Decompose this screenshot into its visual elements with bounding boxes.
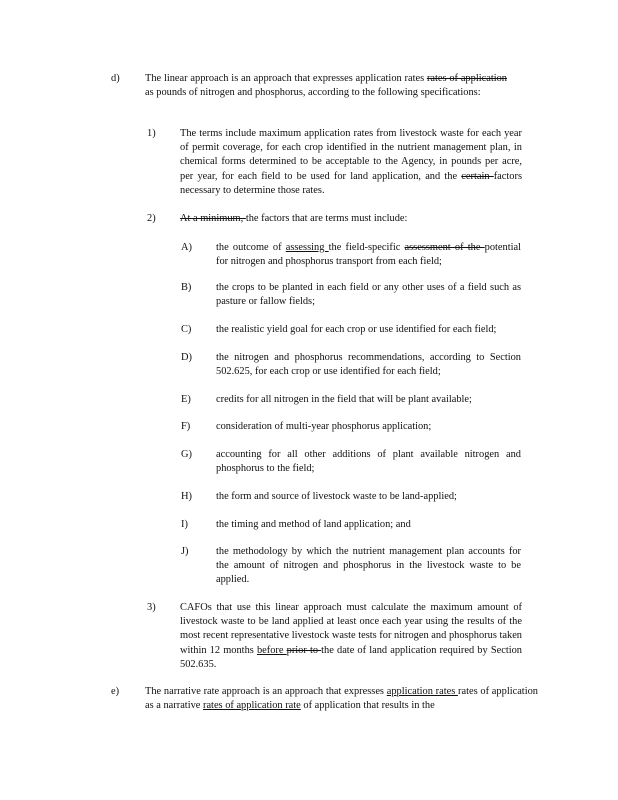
subitem-label: F): [181, 421, 191, 432]
section-label: d): [111, 73, 120, 84]
section-label: e): [111, 686, 120, 697]
subitem-text: consideration of multi-year phosphorus application;: [216, 421, 432, 432]
text-run: rates of application as a narrative: [145, 686, 538, 712]
subitem-label: H): [181, 491, 192, 502]
deleted-text: rates of application: [426, 73, 507, 84]
deleted-text: certain: [461, 170, 494, 182]
subitem-label: J): [181, 546, 189, 557]
text-run: the factors that are terms must include:: [245, 213, 408, 224]
subitem-text: the methodology by which the nutrient management plan accounts for the amount of nitrogen and phosphorus in the livestock waste to be applied.: [216, 546, 521, 586]
deleted-text: At a minimum,: [180, 213, 246, 224]
text-run: the date of land application required by Section 502.635.: [180, 644, 522, 670]
subitem-text: the realistic yield goal for each crop or use identified for each field;: [216, 324, 497, 335]
text-run: CAFOs that use this linear approach must calculate the maximum amount of livestock waste to be land applied at least once each year using the results of the most recent representative livestock waste tests for nitrogen and phosphorus taken within 12 months: [180, 602, 522, 656]
subitem-label: A): [181, 242, 192, 253]
subitem-text: credits for all nitrogen in the field that will be plant available;: [216, 394, 472, 405]
text-run: of application that results in the: [300, 700, 435, 712]
subitem-text: the crops to be planted in each field or any other uses of a field such as pasture or fallow fields;: [216, 282, 521, 308]
item-label: 2): [147, 213, 156, 224]
text-run: The linear approach is an approach that expresses application rates: [145, 73, 427, 84]
subitem-label: E): [181, 394, 191, 405]
text-run: factors necessary to determine those rates.: [180, 170, 522, 196]
text-run: potential for nitrogen and phosphorus transport from each field;: [216, 242, 521, 268]
section-text: [145, 72, 507, 100]
item-label: 1): [147, 128, 156, 139]
inserted-text: before: [256, 644, 287, 656]
subitem-label: B): [181, 282, 192, 293]
item-text: [180, 127, 522, 198]
subitem-label: I): [181, 519, 188, 530]
text-run: The terms include maximum application rates from livestock waste for each year of permit coverage, for each crop identified in the nutrient management plan, in chemical forms determined to be acceptable to the Agency, in pounds per acre, per year, for each field to be used for land application, and the: [180, 128, 522, 182]
inserted-text: assessing: [285, 242, 329, 253]
subitem-label: D): [181, 352, 192, 363]
subitem-text: [216, 241, 521, 269]
inserted-text: rates of application rate: [202, 700, 301, 712]
subitem-text: the timing and method of land application; and: [216, 519, 411, 530]
subitem-text: the nitrogen and phosphorus recommendations, according to Section 502.625, for each crop or use identified for each field;: [216, 352, 521, 378]
subitem-label: G): [181, 449, 192, 460]
section-text: [145, 685, 538, 713]
text-run: the field-specific: [328, 242, 405, 253]
deleted-text: prior to: [286, 644, 322, 656]
subitem-text: accounting for all other additions of plant available nitrogen and phosphorus to the field;: [216, 449, 521, 475]
subitem-label: C): [181, 324, 192, 335]
deleted-text: assessment of the: [404, 242, 485, 253]
text-run: as pounds of nitrogen and phosphorus, according to the following specifications:: [145, 87, 481, 99]
text-run: The narrative rate approach is an approach that expresses: [145, 686, 387, 697]
subitem-text: the form and source of livestock waste to be land-applied;: [216, 491, 457, 502]
text-run: the outcome of: [216, 242, 286, 253]
inserted-text: application rates: [386, 686, 459, 697]
item-text: [180, 212, 522, 226]
item-text: [180, 601, 522, 672]
item-label: 3): [147, 602, 156, 613]
